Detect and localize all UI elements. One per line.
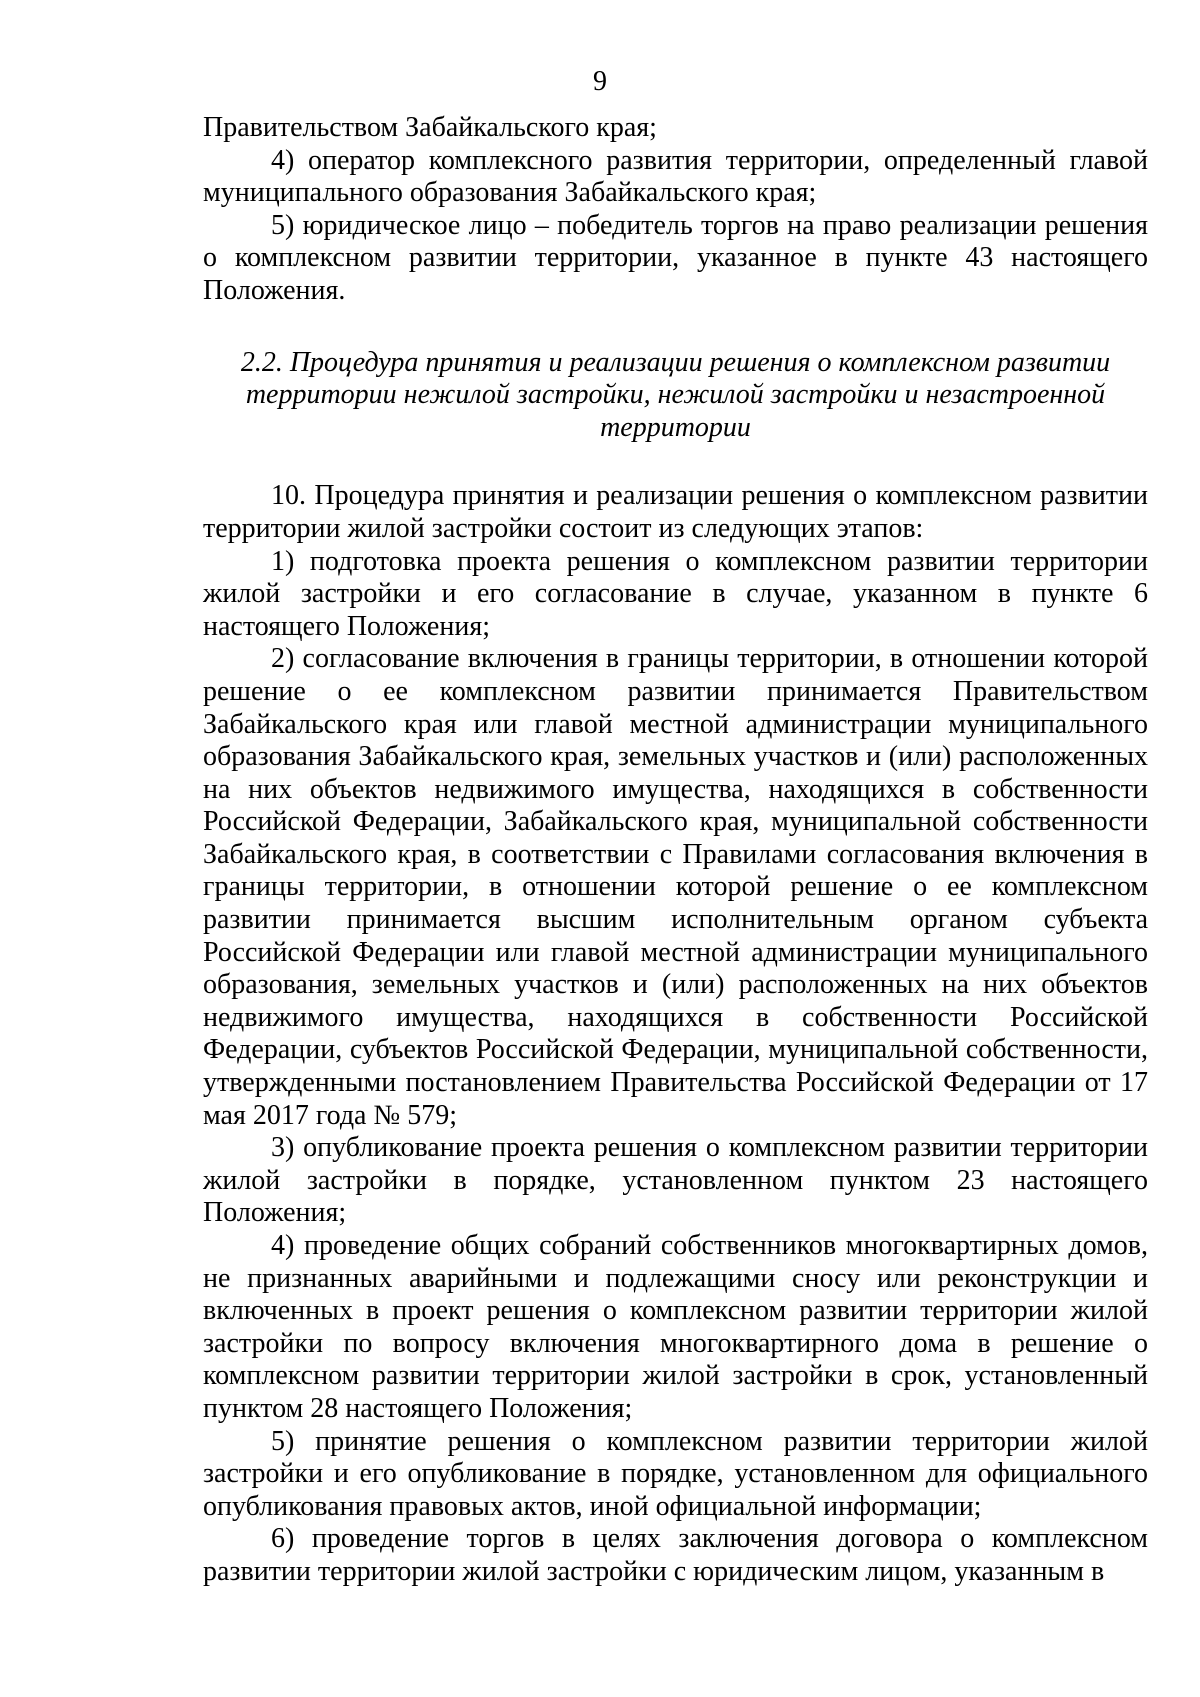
paragraph-10: 10. Процедура принятия и реализации решения о комплексном развитии территории жилой застройки состоит из следующих этапов:: [203, 480, 1148, 544]
list-item-5-decision: 5) принятие решения о комплексном развитии территории жилой застройки и его опубликование в порядке, установленном для официального опубликования правовых актов, иной официальной информации;: [203, 1425, 1148, 1522]
paragraph-continuation: Правительством Забайкальского края;: [203, 112, 657, 143]
list-item-6-tenders: 6) проведение торгов в целях заключения договора о комплексном развитии территории жилой застройки с юридическим лицом, указанным в: [203, 1523, 1148, 1587]
list-item-5-legal-entity: 5) юридическое лицо – победитель торгов на право реализации решения о комплексном развитии территории, указанное в пункте 43 настоящего Положения.: [203, 209, 1148, 306]
list-item-4-meetings: 4) проведение общих собраний собственников многоквартирных домов, не признанных аварийными и подлежащими сносу или реконструкции и включенных в проект решения о комплексном развитии территории жилой застройки по вопросу включения многоквартирного дома в решение о комплексном развитии территории жилой застройки в срок, установленный пунктом 28 настоящего Положения;: [203, 1230, 1148, 1424]
list-item-2-approval: 2) согласование включения в границы территории, в отношении которой решение о ее комплексном развитии принимается Правительством Забайкальского края или главой местной администрации муниципального образования Забайкальского края, земельных участков и (или) расположенных на них объектов недвижимого имущества, находящихся в собственности Российской Федерации, Забайкальского края, муниципальной собственности Забайкальского края, в соответствии с Правилами согласования включения в границы территории, в отношении которой решение о ее комплексном развитии принимается высшим исполнительным органом субъекта Российской Федерации или главой местной администрации муниципального образования, земельных участков и (или) расположенных на них объектов недвижимого имущества, находящихся в собственности Российской Федерации, субъектов Российской Федерации, муниципальной собственности, утвержденными постановлением Правительства Российской Федерации от 17 мая 2017 года № 579;: [203, 643, 1148, 1131]
list-item-3-publication: 3) опубликование проекта решения о комплексном развитии территории жилой застройки в порядке, установленном пунктом 23 настоящего Положения;: [203, 1132, 1148, 1229]
document-body: [203, 112, 1148, 1589]
section-heading: 2.2. Процедура принятия и реализации решения о комплексном развитии территории нежилой застройки, нежилой застройки и незастроенной территории: [240, 346, 1111, 443]
list-item-1-preparation: 1) подготовка проекта решения о комплексном развитии территории жилой застройки и его согласование в случае, указанном в пункте 6 настоящего Положения;: [203, 545, 1148, 642]
page-number: 9: [593, 66, 607, 97]
list-item-4-operator: 4) оператор комплексного развития территории, определенный главой муниципального образования Забайкальского края;: [203, 144, 1148, 209]
